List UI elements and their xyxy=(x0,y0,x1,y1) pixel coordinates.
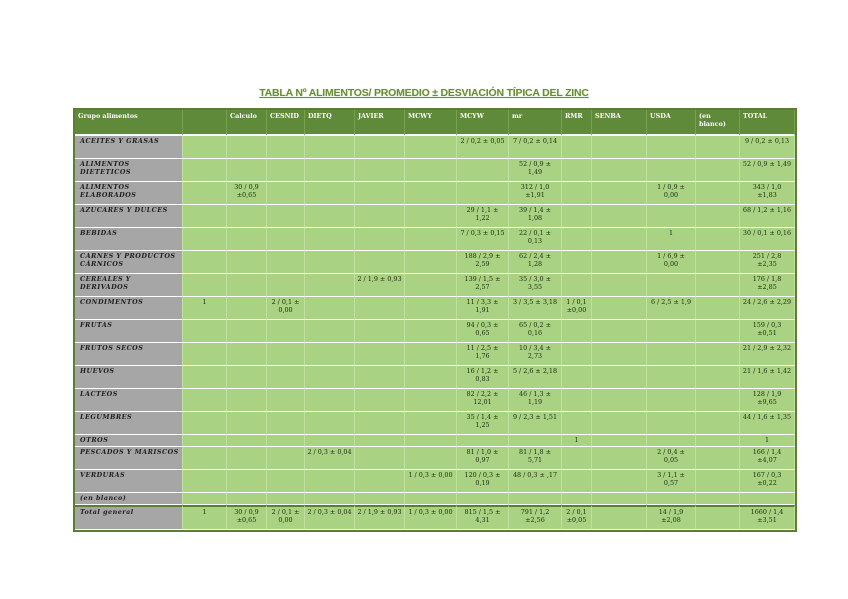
value-cell xyxy=(305,182,355,205)
value-cell xyxy=(405,412,457,435)
value-cell xyxy=(696,320,740,343)
value-cell xyxy=(405,251,457,274)
header-cell: (en blanco) xyxy=(696,110,740,136)
value-cell xyxy=(183,251,227,274)
value-cell xyxy=(267,320,305,343)
row-label: CARNES Y PRODUCTOS CÁRNICOS xyxy=(75,251,183,274)
table-row xyxy=(75,205,795,228)
value-cell xyxy=(305,251,355,274)
value-cell xyxy=(355,251,405,274)
value-cell xyxy=(647,205,696,228)
table-row xyxy=(75,320,795,343)
value-cell xyxy=(183,159,227,182)
value-cell xyxy=(405,182,457,205)
value-cell xyxy=(305,205,355,228)
value-cell xyxy=(355,389,405,412)
value-cell xyxy=(592,435,647,447)
value-cell xyxy=(647,320,696,343)
value-cell xyxy=(227,205,267,228)
value-cell xyxy=(227,297,267,320)
value-cell xyxy=(562,205,592,228)
value-cell: 2 / 0,3 ± 0,04 xyxy=(305,505,355,530)
value-cell: 65 / 0,2 ± 0,16 xyxy=(509,320,562,343)
total-row xyxy=(75,505,795,530)
value-cell xyxy=(355,182,405,205)
value-cell xyxy=(405,389,457,412)
value-cell xyxy=(592,493,647,505)
value-cell xyxy=(267,412,305,435)
value-cell xyxy=(509,435,562,447)
value-cell xyxy=(592,412,647,435)
value-cell xyxy=(183,389,227,412)
value-cell xyxy=(227,447,267,470)
value-cell xyxy=(647,274,696,297)
value-cell xyxy=(562,343,592,366)
value-cell xyxy=(647,389,696,412)
value-cell xyxy=(355,136,405,159)
value-cell: 1660 / 1,4 ±3,51 xyxy=(740,505,795,530)
value-cell xyxy=(305,366,355,389)
value-cell xyxy=(562,274,592,297)
zinc-table xyxy=(73,108,797,532)
value-cell xyxy=(227,228,267,251)
value-cell: 166 / 1,4 ±4,07 xyxy=(740,447,795,470)
table-row xyxy=(75,228,795,251)
header-cell: MCYW xyxy=(457,110,509,136)
value-cell xyxy=(227,366,267,389)
value-cell xyxy=(183,493,227,505)
value-cell xyxy=(405,343,457,366)
value-cell xyxy=(305,435,355,447)
value-cell xyxy=(305,470,355,493)
value-cell xyxy=(305,343,355,366)
value-cell: 16 / 1,2 ± 0,83 xyxy=(457,366,509,389)
value-cell xyxy=(355,320,405,343)
value-cell: 167 / 0,3 ±0,22 xyxy=(740,470,795,493)
value-cell xyxy=(355,228,405,251)
table-title: TABLA Nº ALIMENTOS/ PROMEDIO ± DESVIACIÓN TÍPICA DEL ZINC xyxy=(259,87,589,99)
value-cell: 52 / 0,9 ± 1,49 xyxy=(740,159,795,182)
value-cell xyxy=(355,447,405,470)
value-cell xyxy=(183,205,227,228)
value-cell xyxy=(592,297,647,320)
value-cell: 2 / 1,9 ± 0,93 xyxy=(355,505,405,530)
value-cell xyxy=(183,320,227,343)
value-cell xyxy=(592,182,647,205)
value-cell: 2 / 0,1 ± 0,00 xyxy=(267,297,305,320)
value-cell xyxy=(592,251,647,274)
value-cell xyxy=(183,343,227,366)
value-cell xyxy=(696,251,740,274)
value-cell: 188 / 2,9 ± 2,59 xyxy=(457,251,509,274)
row-label: (en blanco) xyxy=(75,493,183,505)
row-label: FRUTAS xyxy=(75,320,183,343)
table-row xyxy=(75,251,795,274)
table-row xyxy=(75,343,795,366)
table-row xyxy=(75,447,795,470)
value-cell: 82 / 2,2 ± 12,01 xyxy=(457,389,509,412)
value-cell: 68 / 1,2 ± 1,16 xyxy=(740,205,795,228)
value-cell: 5 / 2,6 ± 2,18 xyxy=(509,366,562,389)
value-cell: 2 / 0,3 ± 0,04 xyxy=(305,447,355,470)
value-cell xyxy=(267,366,305,389)
value-cell xyxy=(696,205,740,228)
value-cell: 312 / 1,0 ±1,91 xyxy=(509,182,562,205)
value-cell: 1 xyxy=(562,435,592,447)
row-label: AZUCARES Y DULCES xyxy=(75,205,183,228)
value-cell: 44 / 1,6 ± 1,35 xyxy=(740,412,795,435)
value-cell xyxy=(355,205,405,228)
value-cell xyxy=(405,274,457,297)
header-cell: MCWY xyxy=(405,110,457,136)
value-cell xyxy=(227,435,267,447)
table-row xyxy=(75,297,795,320)
value-cell xyxy=(267,159,305,182)
value-cell xyxy=(267,343,305,366)
table-row xyxy=(75,435,795,447)
value-cell: 94 / 0,3 ± 0,65 xyxy=(457,320,509,343)
value-cell xyxy=(696,447,740,470)
value-cell xyxy=(405,493,457,505)
value-cell xyxy=(696,493,740,505)
value-cell: 1 / 0,3 ± 0,00 xyxy=(405,470,457,493)
value-cell: 2 / 0,4 ± 0,05 xyxy=(647,447,696,470)
value-cell: 29 / 1,1 ± 1,22 xyxy=(457,205,509,228)
value-cell xyxy=(405,297,457,320)
value-cell: 30 / 0,1 ± 0,16 xyxy=(740,228,795,251)
value-cell xyxy=(267,136,305,159)
value-cell xyxy=(267,228,305,251)
row-label: ALIMENTOS ELABORADOS xyxy=(75,182,183,205)
row-label: BEBIDAS xyxy=(75,228,183,251)
value-cell xyxy=(592,274,647,297)
value-cell xyxy=(592,366,647,389)
value-cell xyxy=(183,447,227,470)
value-cell: 2 / 1,9 ± 0,93 xyxy=(355,274,405,297)
value-cell xyxy=(405,320,457,343)
value-cell xyxy=(696,136,740,159)
value-cell xyxy=(355,366,405,389)
value-cell xyxy=(457,493,509,505)
value-cell xyxy=(562,447,592,470)
value-cell xyxy=(592,389,647,412)
value-cell xyxy=(562,493,592,505)
value-cell xyxy=(592,447,647,470)
value-cell: 1 / 0,3 ± 0,00 xyxy=(405,505,457,530)
value-cell xyxy=(355,297,405,320)
value-cell: 2 / 0,1 ± 0,00 xyxy=(267,505,305,530)
value-cell xyxy=(355,159,405,182)
value-cell xyxy=(740,493,795,505)
value-cell xyxy=(227,493,267,505)
row-label: VERDURAS xyxy=(75,470,183,493)
value-cell: 1 / 0,1 ±0,00 xyxy=(562,297,592,320)
value-cell xyxy=(562,412,592,435)
value-cell xyxy=(405,366,457,389)
value-cell xyxy=(305,297,355,320)
value-cell: 139 / 1,5 ± 2,57 xyxy=(457,274,509,297)
value-cell xyxy=(405,205,457,228)
value-cell xyxy=(267,493,305,505)
value-cell xyxy=(227,274,267,297)
value-cell xyxy=(696,297,740,320)
value-cell: 30 / 0,9 ±0,65 xyxy=(227,182,267,205)
value-cell: 30 / 0,9 ±0,65 xyxy=(227,505,267,530)
value-cell xyxy=(267,251,305,274)
header-cell: SENBA xyxy=(592,110,647,136)
value-cell xyxy=(696,470,740,493)
value-cell xyxy=(305,274,355,297)
value-cell: 46 / 1,3 ± 1,19 xyxy=(509,389,562,412)
value-cell xyxy=(457,435,509,447)
value-cell xyxy=(183,228,227,251)
value-cell xyxy=(305,412,355,435)
header-row xyxy=(75,110,795,136)
value-cell xyxy=(647,366,696,389)
row-label: HUEVOS xyxy=(75,366,183,389)
value-cell xyxy=(696,435,740,447)
value-cell xyxy=(509,493,562,505)
value-cell: 2 / 0,2 ± 0,05 xyxy=(457,136,509,159)
value-cell xyxy=(355,343,405,366)
value-cell xyxy=(647,136,696,159)
value-cell: 14 / 1,9 ±2,08 xyxy=(647,505,696,530)
value-cell: 9 / 2,3 ± 1,51 xyxy=(509,412,562,435)
value-cell xyxy=(592,228,647,251)
value-cell xyxy=(457,182,509,205)
value-cell xyxy=(562,136,592,159)
row-label: OTROS xyxy=(75,435,183,447)
value-cell xyxy=(696,412,740,435)
header-cell xyxy=(183,110,227,136)
value-cell xyxy=(405,447,457,470)
value-cell xyxy=(562,182,592,205)
value-cell: 128 / 1,9 ±9,65 xyxy=(740,389,795,412)
table-row xyxy=(75,274,795,297)
value-cell xyxy=(592,136,647,159)
value-cell xyxy=(562,320,592,343)
value-cell xyxy=(267,389,305,412)
value-cell: 1 xyxy=(740,435,795,447)
value-cell xyxy=(592,505,647,530)
value-cell: 11 / 2,5 ± 1,76 xyxy=(457,343,509,366)
value-cell xyxy=(227,412,267,435)
value-cell xyxy=(696,389,740,412)
value-cell xyxy=(305,389,355,412)
value-cell xyxy=(267,205,305,228)
value-cell xyxy=(305,159,355,182)
value-cell xyxy=(227,320,267,343)
row-label: LACTEOS xyxy=(75,389,183,412)
value-cell xyxy=(355,435,405,447)
value-cell xyxy=(647,493,696,505)
value-cell xyxy=(696,228,740,251)
value-cell xyxy=(305,493,355,505)
value-cell xyxy=(183,412,227,435)
value-cell: 21 / 1,6 ± 1,42 xyxy=(740,366,795,389)
value-cell xyxy=(696,343,740,366)
table-row xyxy=(75,366,795,389)
value-cell: 6 / 2,5 ± 1,9 xyxy=(647,297,696,320)
value-cell xyxy=(696,274,740,297)
value-cell: 39 / 1,4 ± 1,08 xyxy=(509,205,562,228)
value-cell xyxy=(305,228,355,251)
value-cell xyxy=(696,159,740,182)
value-cell xyxy=(592,320,647,343)
header-cell: CESNID xyxy=(267,110,305,136)
header-cell: USDA xyxy=(647,110,696,136)
value-cell: 176 / 1,8 ±2,85 xyxy=(740,274,795,297)
value-cell: 22 / 0,1 ± 0,13 xyxy=(509,228,562,251)
value-cell xyxy=(562,228,592,251)
value-cell xyxy=(267,274,305,297)
value-cell: 251 / 2,8 ±2,35 xyxy=(740,251,795,274)
value-cell xyxy=(227,251,267,274)
value-cell: 1 xyxy=(647,228,696,251)
value-cell: 1 / 6,9 ± 0,00 xyxy=(647,251,696,274)
table-row xyxy=(75,136,795,159)
value-cell: 3 / 3,5 ± 3,18 xyxy=(509,297,562,320)
value-cell: 11 / 3,3 ± 1,91 xyxy=(457,297,509,320)
value-cell xyxy=(562,159,592,182)
value-cell xyxy=(305,320,355,343)
value-cell xyxy=(267,447,305,470)
value-cell xyxy=(355,470,405,493)
row-label: LEGUMBRES xyxy=(75,412,183,435)
header-cell: TOTAL xyxy=(740,110,795,136)
value-cell: 7 / 0,3 ± 0,15 xyxy=(457,228,509,251)
value-cell: 35 / 3,0 ± 3,55 xyxy=(509,274,562,297)
value-cell xyxy=(183,470,227,493)
value-cell xyxy=(355,493,405,505)
value-cell xyxy=(227,159,267,182)
value-cell: 3 / 1,1 ± 0,57 xyxy=(647,470,696,493)
value-cell: 81 / 1,0 ± 0,97 xyxy=(457,447,509,470)
value-cell xyxy=(183,366,227,389)
table-row xyxy=(75,389,795,412)
value-cell xyxy=(227,343,267,366)
value-cell xyxy=(355,412,405,435)
value-cell xyxy=(562,470,592,493)
value-cell xyxy=(183,182,227,205)
value-cell: 815 / 1,5 ± 4,31 xyxy=(457,505,509,530)
value-cell: 791 / 1,2 ±2,56 xyxy=(509,505,562,530)
value-cell: 120 / 0,3 ± 0,19 xyxy=(457,470,509,493)
value-cell xyxy=(696,182,740,205)
row-label: CONDIMENTOS xyxy=(75,297,183,320)
header-cell: Calculo xyxy=(227,110,267,136)
value-cell xyxy=(405,159,457,182)
value-cell xyxy=(267,182,305,205)
row-label: Total general xyxy=(75,505,183,530)
value-cell xyxy=(405,228,457,251)
value-cell xyxy=(696,505,740,530)
value-cell xyxy=(183,136,227,159)
value-cell xyxy=(562,389,592,412)
value-cell xyxy=(183,274,227,297)
value-cell xyxy=(696,366,740,389)
value-cell xyxy=(405,435,457,447)
value-cell xyxy=(562,366,592,389)
value-cell: 7 / 0,2 ± 0,14 xyxy=(509,136,562,159)
header-cell: mr xyxy=(509,110,562,136)
row-label: ACEITES Y GRASAS xyxy=(75,136,183,159)
row-label: FRUTOS SECOS xyxy=(75,343,183,366)
value-cell: 24 / 2,6 ± 2,29 xyxy=(740,297,795,320)
header-cell: RMR xyxy=(562,110,592,136)
value-cell xyxy=(227,389,267,412)
value-cell: 10 / 3,4 ± 2,73 xyxy=(509,343,562,366)
value-cell: 2 / 0,1 ±0,05 xyxy=(562,505,592,530)
table-row xyxy=(75,182,795,205)
value-cell xyxy=(305,136,355,159)
header-cell: JAVIER xyxy=(355,110,405,136)
value-cell: 1 xyxy=(183,505,227,530)
value-cell xyxy=(592,205,647,228)
value-cell: 62 / 2,4 ± 1,28 xyxy=(509,251,562,274)
row-label: CEREALES Y DERIVADOS xyxy=(75,274,183,297)
value-cell xyxy=(647,412,696,435)
value-cell xyxy=(405,136,457,159)
value-cell: 21 / 2,9 ± 2,32 xyxy=(740,343,795,366)
value-cell xyxy=(592,343,647,366)
value-cell xyxy=(592,159,647,182)
value-cell xyxy=(562,251,592,274)
value-cell: 52 / 0,9 ± 1,49 xyxy=(509,159,562,182)
value-cell xyxy=(227,136,267,159)
value-cell: 343 / 1,0 ±1,83 xyxy=(740,182,795,205)
value-cell xyxy=(227,470,267,493)
value-cell: 81 / 1,8 ± 5,71 xyxy=(509,447,562,470)
value-cell: 159 / 0,3 ±0,51 xyxy=(740,320,795,343)
table-row xyxy=(75,470,795,493)
value-cell: 1 / 0,9 ± 0,00 xyxy=(647,182,696,205)
value-cell xyxy=(592,470,647,493)
header-cell: Grupo alimentos xyxy=(75,110,183,136)
header-cell: DIETQ xyxy=(305,110,355,136)
table-row xyxy=(75,412,795,435)
value-cell: 1 xyxy=(183,297,227,320)
value-cell xyxy=(647,159,696,182)
value-cell: 48 / 0,3 ± ,17 xyxy=(509,470,562,493)
row-label: PESCADOS Y MARISCOS xyxy=(75,447,183,470)
value-cell xyxy=(267,435,305,447)
row-label: ALIMENTOS DIETETICOS xyxy=(75,159,183,182)
value-cell xyxy=(647,435,696,447)
table-row xyxy=(75,159,795,182)
value-cell: 9 / 0,2 ± 0,13 xyxy=(740,136,795,159)
value-cell xyxy=(267,470,305,493)
value-cell xyxy=(457,159,509,182)
value-cell: 35 / 1,4 ± 1,25 xyxy=(457,412,509,435)
value-cell xyxy=(647,343,696,366)
value-cell xyxy=(183,435,227,447)
table-row xyxy=(75,493,795,505)
